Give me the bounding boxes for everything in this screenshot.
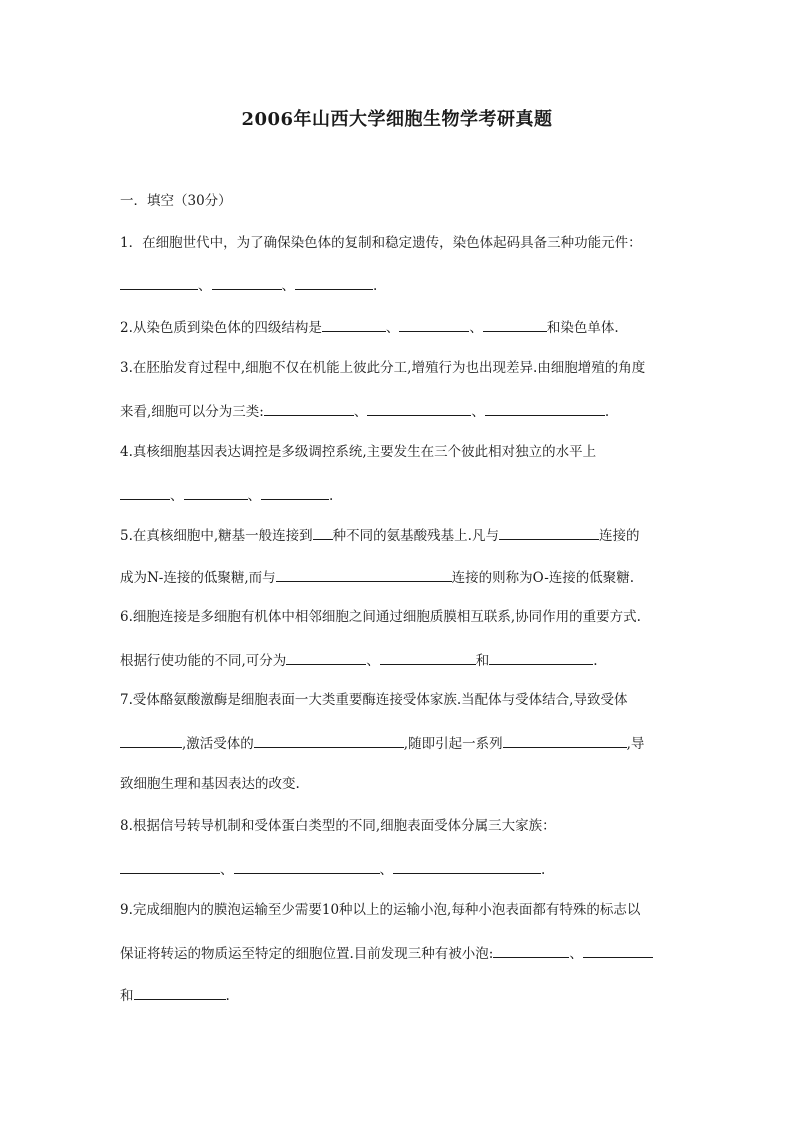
answer-blank[interactable] xyxy=(212,274,282,290)
answer-blank[interactable] xyxy=(295,274,373,290)
answer-blank[interactable] xyxy=(254,732,404,748)
answer-blank[interactable] xyxy=(493,942,569,958)
q1-blanks xyxy=(120,274,377,296)
section-heading: 一．填空（30分） xyxy=(120,193,232,209)
q5-text-e: 连接的则称为O-连接的低聚糖. xyxy=(451,570,635,586)
period: . xyxy=(225,988,230,1004)
q3-line2 xyxy=(120,400,609,422)
separator: 和 xyxy=(475,653,490,669)
answer-blank[interactable] xyxy=(322,316,386,332)
answer-blank[interactable] xyxy=(393,858,541,874)
answer-blank[interactable] xyxy=(489,649,593,665)
separator: 、 xyxy=(281,278,295,294)
q5-text-b: 种不同的氨基酸残基上.凡与 xyxy=(332,528,499,544)
q9-text: 保证将转运的物质运至特定的细胞位置.目前发现三种有被小泡: xyxy=(120,946,494,962)
answer-blank[interactable] xyxy=(483,316,547,332)
q9-line1: 9.完成细胞内的膜泡运输至少需要10种以上的运输小泡,每种小泡表面都有特殊的标志以 xyxy=(120,902,641,918)
period: . xyxy=(329,488,334,504)
q8-line1: 8.根据信号转导机制和受体蛋白类型的不同,细胞表面受体分属三大家族： xyxy=(120,818,556,834)
q6-line1: 6.细胞连接是多细胞有机体中相邻细胞之间通过细胞质膜相互联系,协同作用的重要方式. xyxy=(120,609,641,625)
answer-blank[interactable] xyxy=(120,274,198,290)
answer-blank[interactable] xyxy=(120,484,170,500)
period: . xyxy=(604,404,610,420)
q2-tail: 和染色单体. xyxy=(546,320,619,336)
answer-blank[interactable] xyxy=(261,484,329,500)
q5-line1 xyxy=(120,524,639,546)
answer-blank[interactable] xyxy=(286,649,366,665)
answer-blank[interactable] xyxy=(276,566,452,582)
answer-blank[interactable] xyxy=(380,649,476,665)
separator: 、 xyxy=(170,488,184,504)
period: . xyxy=(373,278,378,294)
answer-blank[interactable] xyxy=(120,858,220,874)
q5-text-d: 成为N-连接的低聚糖,而与 xyxy=(120,570,276,586)
period: . xyxy=(541,862,546,878)
q3-line1: 3.在胚胎发育过程中,细胞不仅在机能上彼此分工,增殖行为也出现差异.由细胞增殖的角度 xyxy=(120,360,646,376)
q5-line2 xyxy=(120,566,634,588)
q5-text-c: 连接的 xyxy=(598,528,640,544)
answer-blank[interactable] xyxy=(399,316,469,332)
q3-text: 来看,细胞可以分为三类: xyxy=(120,404,264,420)
q9-line2 xyxy=(120,942,653,964)
separator: 、 xyxy=(469,320,483,336)
answer-blank[interactable] xyxy=(184,484,248,500)
separator: 、 xyxy=(471,404,485,420)
answer-blank[interactable] xyxy=(367,400,471,416)
answer-blank[interactable] xyxy=(485,400,605,416)
q7-text-c: ,导 xyxy=(626,736,645,752)
separator: 、 xyxy=(353,404,368,420)
q8-blanks xyxy=(120,858,545,880)
answer-blank[interactable] xyxy=(499,524,599,540)
q9-text-b: 和 xyxy=(120,988,134,1004)
separator: 、 xyxy=(366,653,380,669)
separator: 、 xyxy=(198,278,212,294)
separator: 、 xyxy=(220,862,234,878)
answer-blank[interactable] xyxy=(583,942,653,958)
q7-line2 xyxy=(120,732,644,754)
answer-blank[interactable] xyxy=(313,524,333,540)
answer-blank[interactable] xyxy=(134,984,226,1000)
q4-line1: 4.真核细胞基因表达调控是多级调控系统,主要发生在三个彼此相对独立的水平上 xyxy=(120,444,597,460)
separator: 、 xyxy=(385,320,400,336)
q9-line3 xyxy=(120,984,230,1006)
q1-line1: 1．在细胞世代中，为了确保染色体的复制和稳定遗传，染色体起码具备三种功能元件： xyxy=(120,235,642,251)
separator: 、 xyxy=(569,946,583,962)
separator: 、 xyxy=(247,488,261,504)
q6-text: 根据行使功能的不同,可分为 xyxy=(120,653,287,669)
answer-blank[interactable] xyxy=(120,732,182,748)
answer-blank[interactable] xyxy=(234,858,380,874)
period: . xyxy=(593,653,598,669)
q4-blanks xyxy=(120,484,333,506)
q7-line1: 7.受体酪氨酸激酶是细胞表面一大类重要酶连接受体家族.当配体与受体结合,导致受体 xyxy=(120,692,628,708)
page-title: 2006年山西大学细胞生物学考研真题 xyxy=(241,109,553,130)
q7-text-b: ,随即引起一系列 xyxy=(403,736,503,752)
q2-line xyxy=(120,316,619,338)
answer-blank[interactable] xyxy=(503,732,627,748)
q5-text-a: 5.在真核细胞中,糖基一般连接到 xyxy=(120,528,313,544)
q7-text-a: ,激活受体的 xyxy=(182,736,254,752)
q7-line3: 致细胞生理和基因表达的改变. xyxy=(120,776,300,792)
q6-line2 xyxy=(120,649,598,671)
q2-text: 2.从染色质到染色体的四级结构是 xyxy=(120,320,322,336)
answer-blank[interactable] xyxy=(264,400,354,416)
separator: 、 xyxy=(379,862,393,878)
